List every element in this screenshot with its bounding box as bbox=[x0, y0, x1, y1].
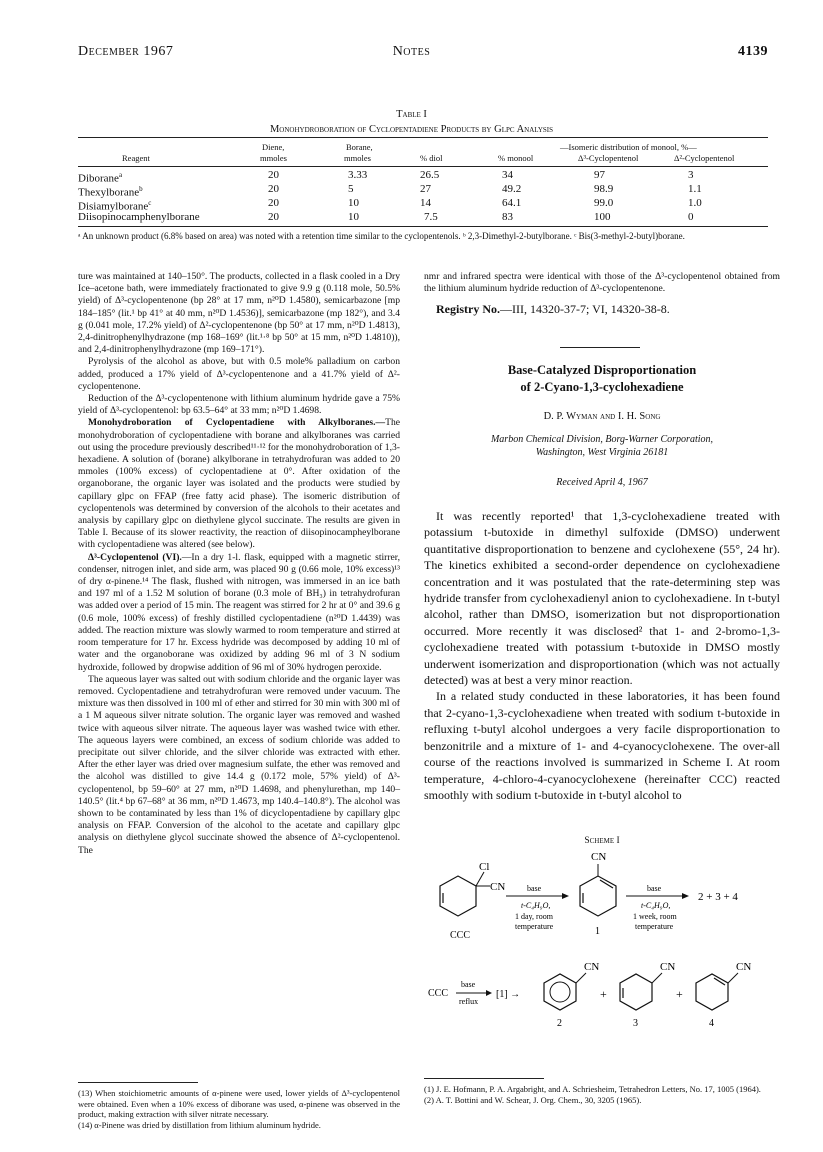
header-d2: Δ²-Cyclopentenol bbox=[674, 153, 735, 163]
scheme-diagram bbox=[424, 848, 780, 1033]
cell-d2: 1.0 bbox=[688, 197, 702, 209]
paragraph: Pyrolysis of the alcohol as above, but with 0.5 mole% palladium on carbon added, produced a 17% yield of Δ³-cyclopentenone and a 41.7% yield of Δ²-cyclopentenone. bbox=[78, 356, 400, 392]
arrowhead bbox=[486, 990, 492, 996]
table-label: Table I bbox=[396, 109, 427, 120]
header-diene-2: mmoles bbox=[260, 153, 287, 163]
table-top-rule bbox=[78, 137, 768, 138]
cn-label: CN bbox=[584, 961, 600, 973]
cell-d2: 1.1 bbox=[688, 183, 702, 195]
paragraph: Monohydroboration of Cyclopentadiene with Alkylboranes.—The monohydroboration of cyclopentadiene with borane and alkylboranes was carried out using the procedure previously described¹¹·¹² for the monohydroboration of 1,3-hexadiene. A solution of (borane) alkylborane in tetrahydrofuran was added to 20 mmoles (100% excess) of cyclopentadiene at 0°. After oxidation of the organoborane, the organic layer was isolated and the products were studied by capillary glpc on FFAP (free fatty acid phase). The isomeric distribution of cyclopentenols was determined by conversion of the alcohols to their acetates and analysis by capillary glpc on diethylene glycol succinate. The results are given in Table I. Because of its slower reactivity, the reaction of diisopinocampheylborane with cyclopentadiene was altered (see below). bbox=[78, 417, 400, 551]
header-diene-1: Diene, bbox=[262, 142, 285, 152]
paragraph: It was recently reported¹ that 1,3-cyclohexadiene treated with potassium t-butoxide in dimethyl sulfoxide (DMSO) underwent quantitative disproportionation to benzene and cyclohexene (55°, 24 hr). The kinetics exhibited a second-order dependence on cyclohexadiene concentration and it was postulated that the rate-determining step was hydride transfer from cyclohexadienyl anion to cyclohexadiene. In t-butyl alcohol, rather than DMSO, isomerization but not disproportionation occurred. More recently it was disclosed² that 1- and 2-bromo-1,3-cyclohexadiene treated with potassium t-butoxide in DMSO mostly underwent isomerization and disproportionation (which was not actually detected) was at best a very minor reaction. bbox=[424, 509, 780, 688]
right-footnotes bbox=[424, 1084, 780, 1105]
cell-d3: 99.0 bbox=[594, 197, 614, 209]
intermediate-label: [1] → bbox=[496, 989, 521, 1000]
cell-diene: 20 bbox=[268, 211, 279, 223]
scheme-svg bbox=[424, 848, 780, 1028]
cell-diol: 7.5 bbox=[424, 211, 438, 223]
cell-monool: 64.1 bbox=[502, 197, 522, 209]
plus-sign: + bbox=[676, 987, 683, 1001]
cell-d3: 98.9 bbox=[594, 183, 614, 195]
compound-4-structure bbox=[696, 973, 738, 1010]
cell-borane: 10 bbox=[348, 211, 359, 223]
paragraph: ture was maintained at 140–150°. The products, collected in a flask cooled in a Dry Ice–acetone bath, were immediately fractionated to give 9.9 g (0.118 mole, 50.5% yield) of Δ³-cyclopentenone (bp 28° at 17 mm, n²⁰D 1.4580), semicarbazone [mp 184–185° (lit.¹ bp 41° at 40 mm, n²⁰D 1.4536)], semicarbazone (mp 182°), and 3.4 g (0.041 mole, 17.2% yield) of Δ²-cyclopentenone (bp 50° at 17 mm, n²⁰D 1.4813), 2,4-dinitrophenylhydrazone (mp 168–169° (lit.¹·⁸ bp 50° at 15 mm, n²⁰D 1.4810)), and 2,4-dinitrophenylhydrazone (mp 169–171°). bbox=[78, 271, 400, 356]
cell-diene: 20 bbox=[268, 197, 279, 209]
table-header-rule bbox=[78, 166, 768, 167]
left-column bbox=[78, 271, 400, 857]
ccc-label: CCC bbox=[428, 988, 449, 999]
base-label: base bbox=[527, 884, 542, 893]
solvent-label: t-C₄H₉O, bbox=[521, 901, 551, 910]
plus-sign: + bbox=[600, 987, 607, 1001]
footnote-rule bbox=[424, 1078, 544, 1079]
table-header-row-2 bbox=[78, 153, 768, 167]
condition-label: 1 day, room bbox=[515, 912, 553, 921]
paragraph: Reduction of the Δ³-cyclopentenone with lithium aluminum hydride gave a 75% yield of Δ³-cyclopentenol: bp 63.5–64° at 33 mm; n²⁰D 1.4698. bbox=[78, 393, 400, 417]
cell-borane: 5 bbox=[348, 183, 354, 195]
header-diol: % diol bbox=[420, 153, 443, 163]
cn-label: CN bbox=[490, 881, 506, 893]
footnote: (14) α-Pinene was dried by distillation from lithium aluminum hydride. bbox=[78, 1119, 321, 1130]
compound-number: 3 bbox=[633, 1018, 638, 1028]
header-section: Notes bbox=[392, 44, 431, 59]
header-reagent: Reagent bbox=[122, 153, 150, 163]
left-footnotes bbox=[78, 1088, 400, 1130]
footnote: (13) When stoichiometric amounts of α-pinene were used, lower yields of Δ³-cyclopentenol were obtained. Even when a 10% excess of diborane was used, α-pinene was observed in the product, making extraction with silver nitrate necessary. bbox=[78, 1088, 400, 1119]
cell-reagent: Disiamylborane$^c$ bbox=[78, 199, 152, 213]
base-label: base bbox=[647, 884, 662, 893]
paragraph: The aqueous layer was salted out with sodium chloride and the organic layer was removed. Cyclopentadiene and tetrahydrofuran were removed under vacuum. The mixture was then dissolved in 100 ml of ether and stirred for 30 min with 300 ml of a 1 M aqueous silver nitrate solution. The organic layer was removed and washed twice with aqueous silver nitrate. The aqueous layer was washed twice with ether. The aqueous layers were combined, an excess of sodium chloride was added to precipitate out silver chloride, and the silver chloride was extracted with ether. After the ether layer was dried over magnesium sulfate, the ether was removed and the alcohol was distilled to give 14.4 g (0.172 mole, 57% yield) of Δ³-cyclopentenol, bp 59–60° at 27 mm, n²⁰D 1.4698, and phenylurethan, mp 140–140.5° (lit.⁴ bp 67–68° at 36 mm, n²⁰D 1.4673, mp 140.4–140.8°). The alcohol was shown to be contaminated by less than 1% of dicyclopentadiene by capillary glpc analysis on FFAP. Conversion of the alcohol to the acetate and capillary glpc analysis on diethylene glycol succinate showed the absence of Δ²-cyclopentenol. The bbox=[78, 673, 400, 856]
cell-diol: 26.5 bbox=[420, 169, 440, 181]
base-label: base bbox=[461, 980, 476, 989]
header-borane-2: mmoles bbox=[344, 153, 371, 163]
right-column-top bbox=[424, 271, 780, 316]
ccc-label: CCC bbox=[450, 930, 471, 941]
cn-label: CN bbox=[736, 961, 752, 973]
cell-borane: 3.33 bbox=[348, 169, 368, 181]
compound-3-structure bbox=[620, 973, 662, 1010]
table-row bbox=[78, 182, 768, 199]
scheme-title: Scheme I bbox=[584, 836, 620, 846]
ccc-structure bbox=[440, 872, 490, 916]
footnote: (1) J. E. Hofmann, P. A. Argabright, and A. Schriesheim, Tetrahedron Letters, No. 17, 1005 (1964). bbox=[424, 1084, 761, 1094]
table-caption bbox=[0, 107, 823, 137]
compound-number: 2 bbox=[557, 1018, 562, 1028]
cell-monool: 83 bbox=[502, 211, 513, 223]
header-borane-1: Borane, bbox=[346, 142, 373, 152]
page-number: 4139 bbox=[738, 44, 768, 59]
table-row bbox=[78, 168, 768, 185]
table-row bbox=[78, 210, 768, 224]
paragraph-heading: Monohydroboration of Cyclopentadiene with Alkylboranes.— bbox=[88, 417, 386, 429]
header-monool: % monool bbox=[498, 153, 534, 163]
cell-d2: 3 bbox=[688, 169, 694, 181]
footnote-rule bbox=[78, 1082, 198, 1083]
cell-d2: 0 bbox=[688, 211, 694, 223]
article-body bbox=[424, 508, 780, 803]
table-bottom-rule bbox=[78, 226, 768, 227]
cn-label: CN bbox=[660, 961, 676, 973]
header-isomeric: —Isomeric distribution of monool, %— bbox=[560, 142, 697, 152]
compound-2-structure bbox=[544, 973, 586, 1010]
cell-reagent: Diborane$^a$ bbox=[78, 171, 123, 185]
table-row bbox=[78, 196, 768, 213]
cell-diene: 20 bbox=[268, 183, 279, 195]
article-title: Base-Catalyzed Disproportionation of 2-Cyano-1,3-cyclohexadiene bbox=[507, 363, 697, 394]
footnote: (2) A. T. Bottini and W. Schear, J. Org. Chem., 30, 3205 (1965). bbox=[424, 1094, 642, 1105]
cell-diene: 20 bbox=[268, 169, 279, 181]
header-d3: Δ³-Cyclopentenol bbox=[578, 153, 639, 163]
cell-monool: 34 bbox=[502, 169, 513, 181]
products-label: 2 + 3 + 4 bbox=[698, 891, 738, 903]
cn-label: CN bbox=[591, 851, 607, 863]
article-separator bbox=[560, 347, 640, 348]
condition-label: temperature bbox=[515, 922, 554, 931]
header-date: December 1967 bbox=[78, 44, 174, 59]
cell-reagent: Diisopinocamphenylborane bbox=[78, 211, 200, 223]
cell-diol: 27 bbox=[420, 183, 431, 195]
table-footnotes: ᵃ An unknown product (6.8% based on area) was noted with a retention time similar to the cyclopentenols. ᵇ 2,3-Dimethyl-2-butylborane. ᶜ Bis(3-methyl-2-butyl)borane. bbox=[78, 231, 685, 241]
condition-label: temperature bbox=[635, 922, 674, 931]
registry-numbers: Registry No.—III, 14320-37-7; VI, 14320-38-8. bbox=[436, 302, 670, 317]
compound-1-structure bbox=[580, 864, 616, 916]
table-title: Monohydroboration of Cyclopentadiene Products by Glpc Analysis bbox=[269, 124, 554, 135]
cl-label: Cl bbox=[479, 861, 490, 873]
arrowhead bbox=[562, 893, 569, 899]
paragraph: Δ³-Cyclopentenol (VI).—In a dry 1-l. flask, equipped with a magnetic stirrer, condenser, nitrogen inlet, and side arm, was placed 90 g (0.66 mole, 10% excess)¹³ of dry α-pinene.¹⁴ The flask, flushed with nitrogen, was immersed in an ice bath and 197 ml of a 1.52 M solution of borane (0.3 mole of BH₃) in tetrahydrofuran was added over a period of 15 min. The reagent was stirred for 2 hr at 0° and 39.6 g (0.6 mole, 100% excess) of freshly distilled cyclopentadiene (n²⁰D 1.4439) was added. The reaction mixture was slowly warmed to room temperature and stirred at room temperature for 17 hr. Excess hydride was decomposed by adding 10 ml of water and the organoborane was oxidized by adding 96 ml of 3 N sodium hydroxide, followed by dropwise addition of 96 ml of 30% hydrogen peroxide. bbox=[78, 551, 401, 673]
article-affiliation: Marbon Chemical Division, Borg-Warner Corporation, Washington, West Virginia 26181 bbox=[490, 434, 714, 458]
cell-borane: 10 bbox=[348, 197, 359, 209]
arrowhead bbox=[682, 893, 689, 899]
solvent-label: t-C₄H₉O, bbox=[641, 901, 671, 910]
reflux-label: reflux bbox=[459, 997, 479, 1006]
cell-reagent: Thexylborane$^b$ bbox=[78, 185, 143, 199]
paragraph-heading: Δ³-Cyclopentenol (VI). bbox=[88, 551, 182, 563]
compound-number: 1 bbox=[595, 926, 600, 937]
cell-diol: 14 bbox=[420, 197, 431, 209]
compound-number: 4 bbox=[709, 1018, 714, 1028]
paragraph: nmr and infrared spectra were identical with those of the Δ³-cyclopentenol obtained from the lithium aluminum hydride reduction of Δ³-cyclopentenone. bbox=[424, 271, 780, 295]
article-authors: D. P. Wyman and I. H. Song bbox=[543, 411, 661, 422]
cell-monool: 49.2 bbox=[502, 183, 522, 195]
article-received: Received April 4, 1967 bbox=[556, 477, 648, 488]
cell-d3: 97 bbox=[594, 169, 605, 181]
cell-d3: 100 bbox=[594, 211, 611, 223]
paragraph: In a related study conducted in these laboratories, it has been found that 2-cyano-1,3-cyclohexadiene when treated with sodium t-butoxide in refluxing t-butyl alcohol undergoes a very facile disproportionation to benzonitrile and a mixture of 1- and 4-cyanocyclohexene. The over-all course of the reactions involved is summarized in Scheme I. At room temperature, 4-chloro-4-cyanocyclohexene (hereinafter CCC) reacted smoothly with sodium t-butoxide in t-butyl alcohol to bbox=[424, 689, 780, 802]
condition-label: 1 week, room bbox=[633, 912, 677, 921]
